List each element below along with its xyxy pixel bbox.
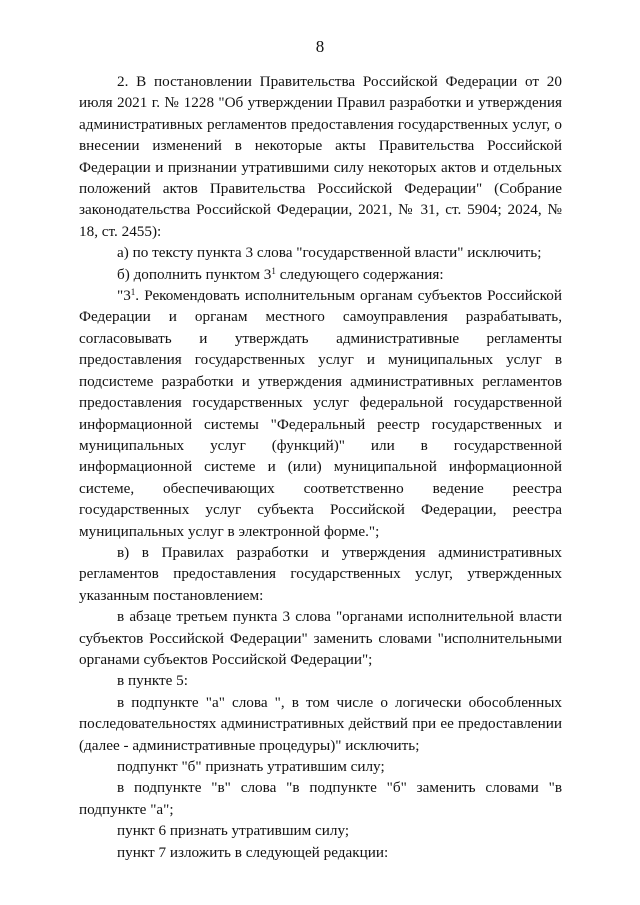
paragraph-subpoint-b: подпункт "б" признать утратившим силу; [117,758,385,775]
document-body [79,71,562,863]
subitem-b-text-end: следующего содержания: [275,265,444,283]
paragraph-subitem-a: а) по тексту пункта 3 слова "государственной власти" исключить; [117,244,542,262]
page-number: 8 [315,37,325,56]
paragraph-item-2: 2. В постановлении Правительства Российской Федерации от 20 июля 2021 г. № 1228 "Об утверждении Правил разработки и утверждения административных регламентов предоставления государственных услуг, о внесении изменений в некоторые акты Правительства Российской Федерации и признании утратившими силу некоторых актов и отдельных положений актов Правительства Российской Федерации" (Собрание законодательства Российской Федерации, 2021, № 31, ст. 5904; 2024, № 18, ст. 2455): [79,73,562,240]
point-number: "3 [117,287,131,305]
paragraph-subpoint-v: в подпункте "в" слова "в подпункте "б" заменить словами "в подпункте "а"; [79,779,562,818]
subitem-b-text: б) дополнить пунктом 3 [117,265,272,283]
paragraph-point-5: в пункте 5: [117,672,188,690]
paragraph-subitem-b [79,264,562,285]
paragraph-subpoint-a: в подпункте "а" слова ", в том числе о логически обособленных последовательностях административных действий при ее предоставлении (далее - административные процедуры)" исключить; [79,693,562,754]
paragraph-point-3-amendment: в абзаце третьем пункта 3 слова "органами исполнительной власти субъектов Российской Федерации" заменить словами "исполнительными органами субъектов Российской Федерации"; [79,608,562,668]
superscript: 1 [130,287,136,298]
paragraph-subitem-v: в) в Правилах разработки и утверждения административных регламентов предоставления государственных услуг, утвержденных указанным постановлением: [79,543,562,604]
paragraph-point-6: пункт 6 признать утратившим силу; [117,822,350,840]
point-text: . Рекомендовать исполнительным органам субъектов Российской Федерации и органам местного самоуправления разрабатывать, согласовывать и утверждать административные регламенты предоставления государственных услуг и муниципальных услуг в подсистеме разработки и утверждения административных регламентов предоставления государственных услуг федеральной государственной информационной системы "Федеральный реестр государственных и муниципальных услуг (функций)" или в государственной информационной системе и (или) муниципальной информационной системе, обеспечивающих соответственно ведение реестра государственных услуг субъекта Российской Федерации, реестра муниципальных услуг в электронной форме."; [79,287,562,540]
superscript: 1 [271,265,276,276]
paragraph-new-point-3-1 [79,285,562,542]
paragraph-point-7: пункт 7 изложить в следующей редакции: [117,843,389,861]
